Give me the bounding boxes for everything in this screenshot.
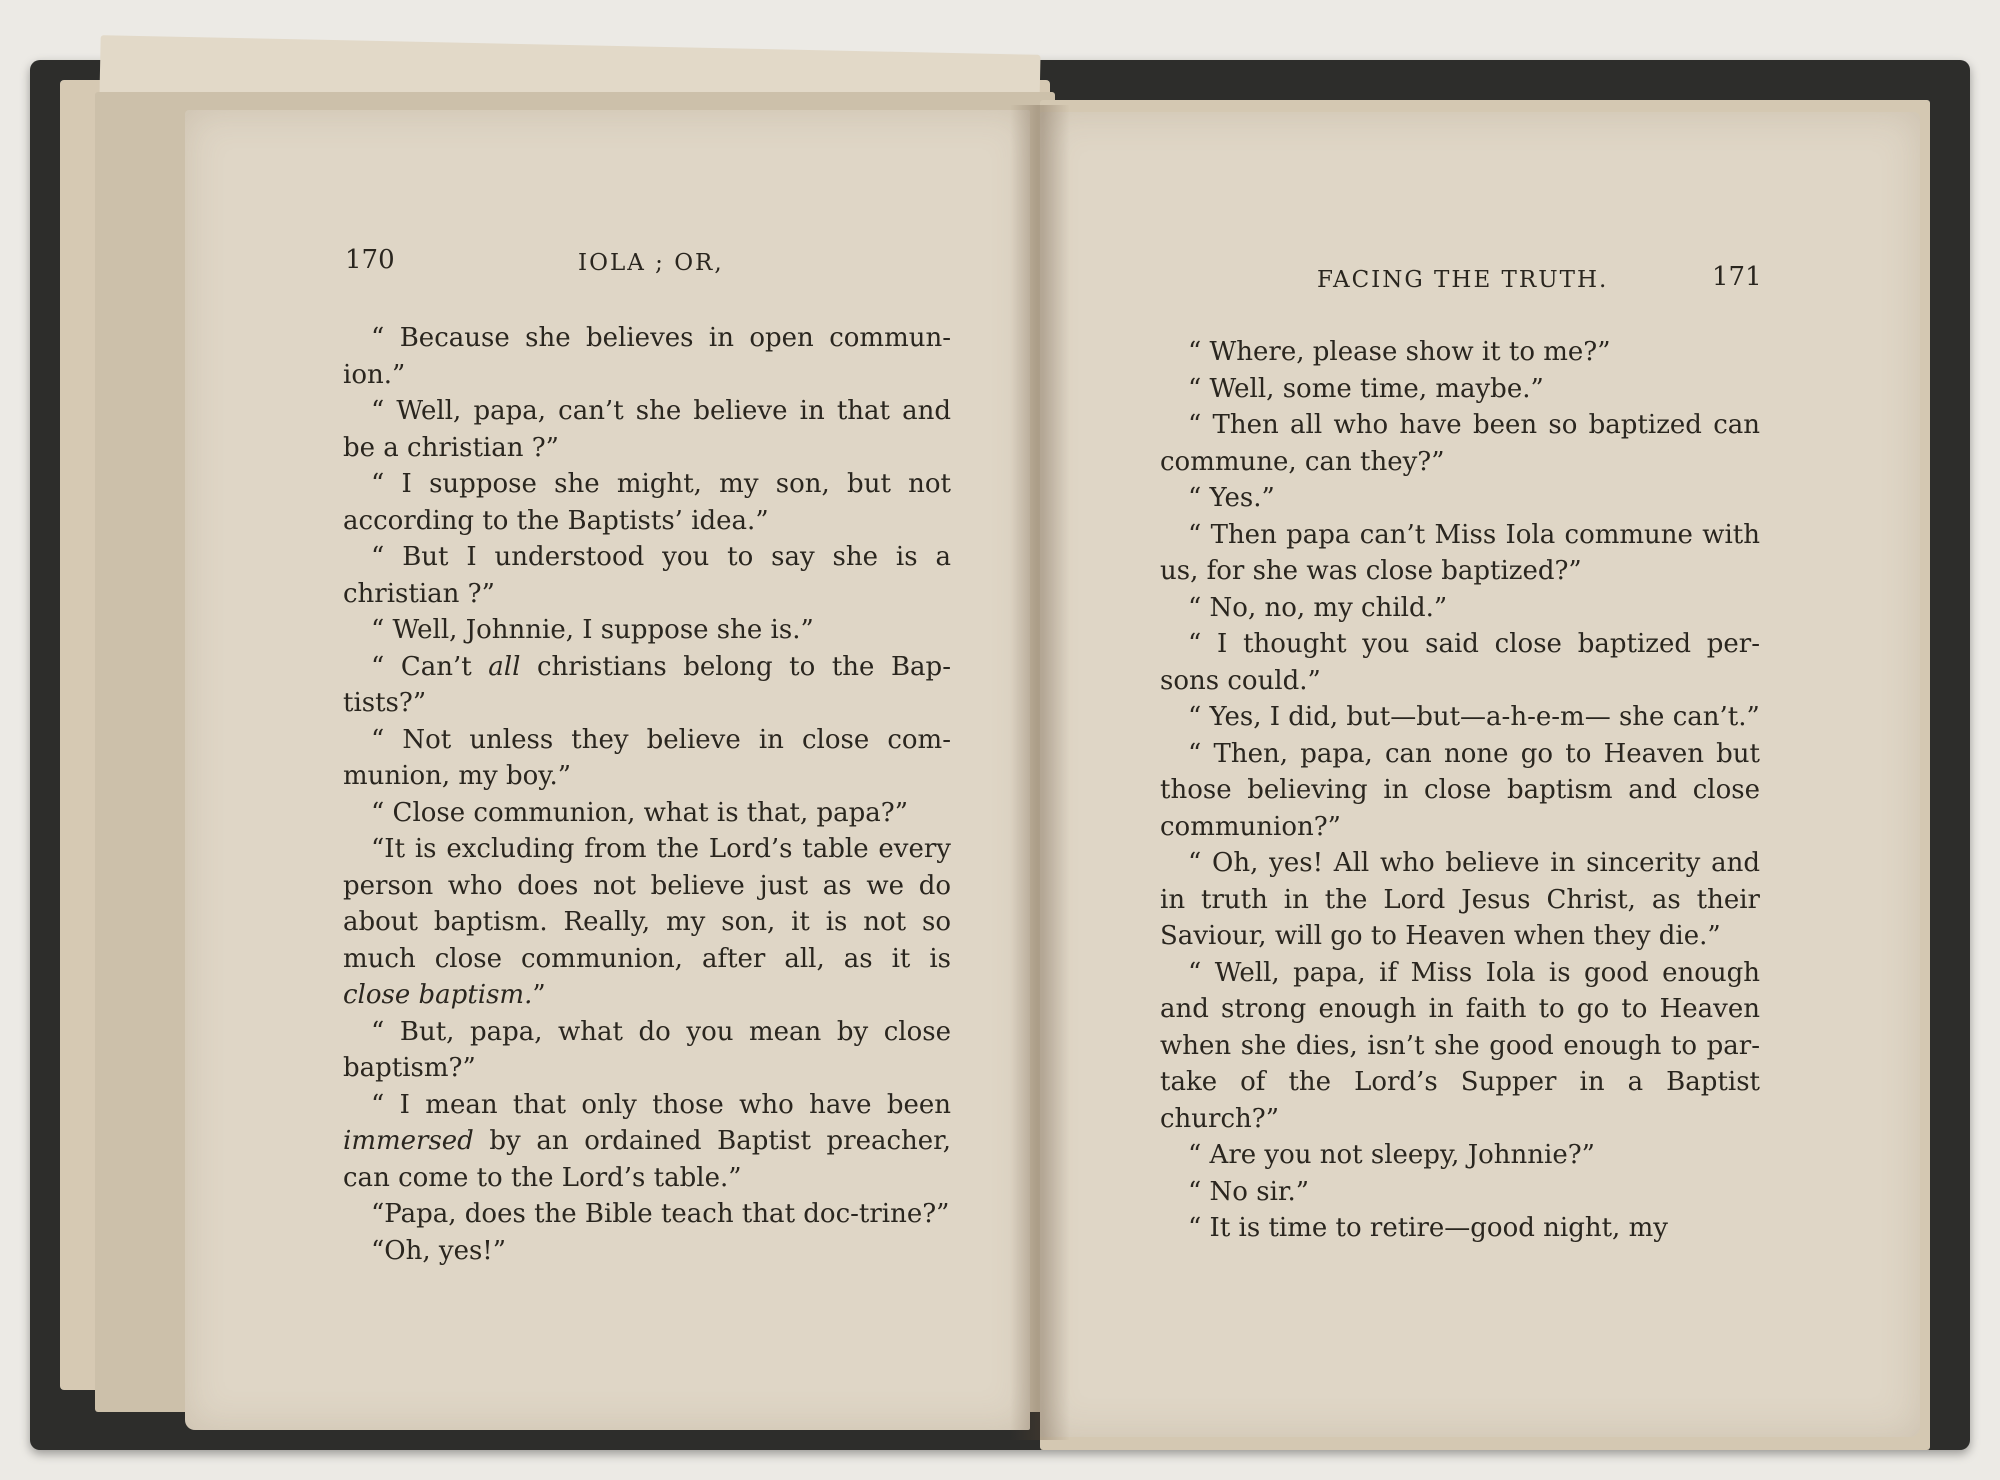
- book-gutter: [1010, 105, 1070, 1440]
- italic-text: close baptism.: [343, 980, 533, 1010]
- right-page-number: 171: [1712, 262, 1762, 292]
- paragraph: “ Yes.”: [1188, 483, 1275, 513]
- paragraph: [343, 831, 951, 1014]
- italic-text: all: [488, 651, 521, 682]
- paragraph: “Oh, yes!”: [371, 1235, 507, 1266]
- paragraph: “ Well, Johnnie, I suppose she is.”: [371, 615, 814, 645]
- paragraph: “ Then, papa, can none go to Heaven but those believing in close baptism and close communion?”: [1160, 738, 1760, 842]
- paragraph-text: christians belong to the Bap-tists?”: [343, 651, 951, 718]
- left-page-number: 170: [345, 245, 395, 275]
- paragraph: “ But I understood you to say she is a christian ?”: [343, 542, 951, 609]
- paragraph-text: “It is excluding from the Lord’s table every person who does not believe just as we do about baptism. Really, my son, it is not so much close communion, after all, as it is: [343, 834, 951, 974]
- paragraph: “ No sir.”: [1188, 1176, 1310, 1207]
- paragraph: “ Are you not sleepy, Johnnie?”: [1188, 1140, 1595, 1170]
- left-running-head: IOLA ; OR,: [578, 250, 724, 276]
- paragraph: “ But, papa, what do you mean by close baptism?”: [343, 1016, 951, 1083]
- paragraph-text: “ Can’t: [371, 651, 489, 682]
- paragraph: “ Because she believes in open commun-ion.”: [343, 323, 951, 390]
- paragraph: “ No, no, my child.”: [1188, 592, 1448, 623]
- paragraph: “ Then papa can’t Miss Iola commune with us, for she was close baptized?”: [1160, 519, 1760, 586]
- paragraph-text: by an ordained Baptist preacher, can come to the Lord’s table.”: [343, 1126, 951, 1193]
- paragraph: “ Close communion, what is that, papa?”: [371, 797, 908, 828]
- right-page-text: [1160, 334, 1760, 1247]
- paragraph: “ Well, some time, maybe.”: [1188, 373, 1544, 404]
- left-page: [185, 110, 1030, 1430]
- paragraph: “ I suppose she might, my son, but not according to the Baptists’ idea.”: [343, 469, 951, 536]
- paragraph: “Papa, does the Bible teach that doc-trine?”: [371, 1199, 950, 1229]
- paragraph: “ It is time to retire—good night, my: [1188, 1213, 1668, 1243]
- paragraph-text: ”: [532, 980, 546, 1010]
- italic-text: immersed: [343, 1126, 474, 1156]
- paragraph: [343, 649, 951, 722]
- paragraph: “ Oh, yes! All who believe in sincerity and in truth in the Lord Jesus Christ, as their Saviour, will go to Heaven when they die.”: [1160, 848, 1760, 951]
- paragraph: “ Well, papa, if Miss Iola is good enough and strong enough in faith to go to Heaven when she dies, isn’t she good enough to par-take of the Lord’s Supper in a Baptist church?”: [1160, 957, 1760, 1134]
- right-running-head: FACING THE TRUTH.: [1317, 267, 1609, 293]
- paragraph: “ Yes, I did, but—but—a-h-e-m— she can’t.”: [1188, 702, 1760, 732]
- paragraph: “ Where, please show it to me?”: [1188, 337, 1611, 367]
- left-page-text: [343, 320, 951, 1269]
- paragraph: “ Then all who have been so baptized can commune, can they?”: [1160, 410, 1760, 477]
- paragraph: [343, 1087, 951, 1197]
- paragraph: “ I thought you said close baptized per-sons could.”: [1160, 629, 1760, 696]
- paragraph: “ Well, papa, can’t she believe in that and be a christian ?”: [343, 396, 951, 463]
- paragraph: “ Not unless they believe in close com-munion, my boy.”: [343, 724, 951, 791]
- right-page: [1040, 112, 1920, 1437]
- paragraph-text: “ I mean that only those who have been: [371, 1089, 951, 1120]
